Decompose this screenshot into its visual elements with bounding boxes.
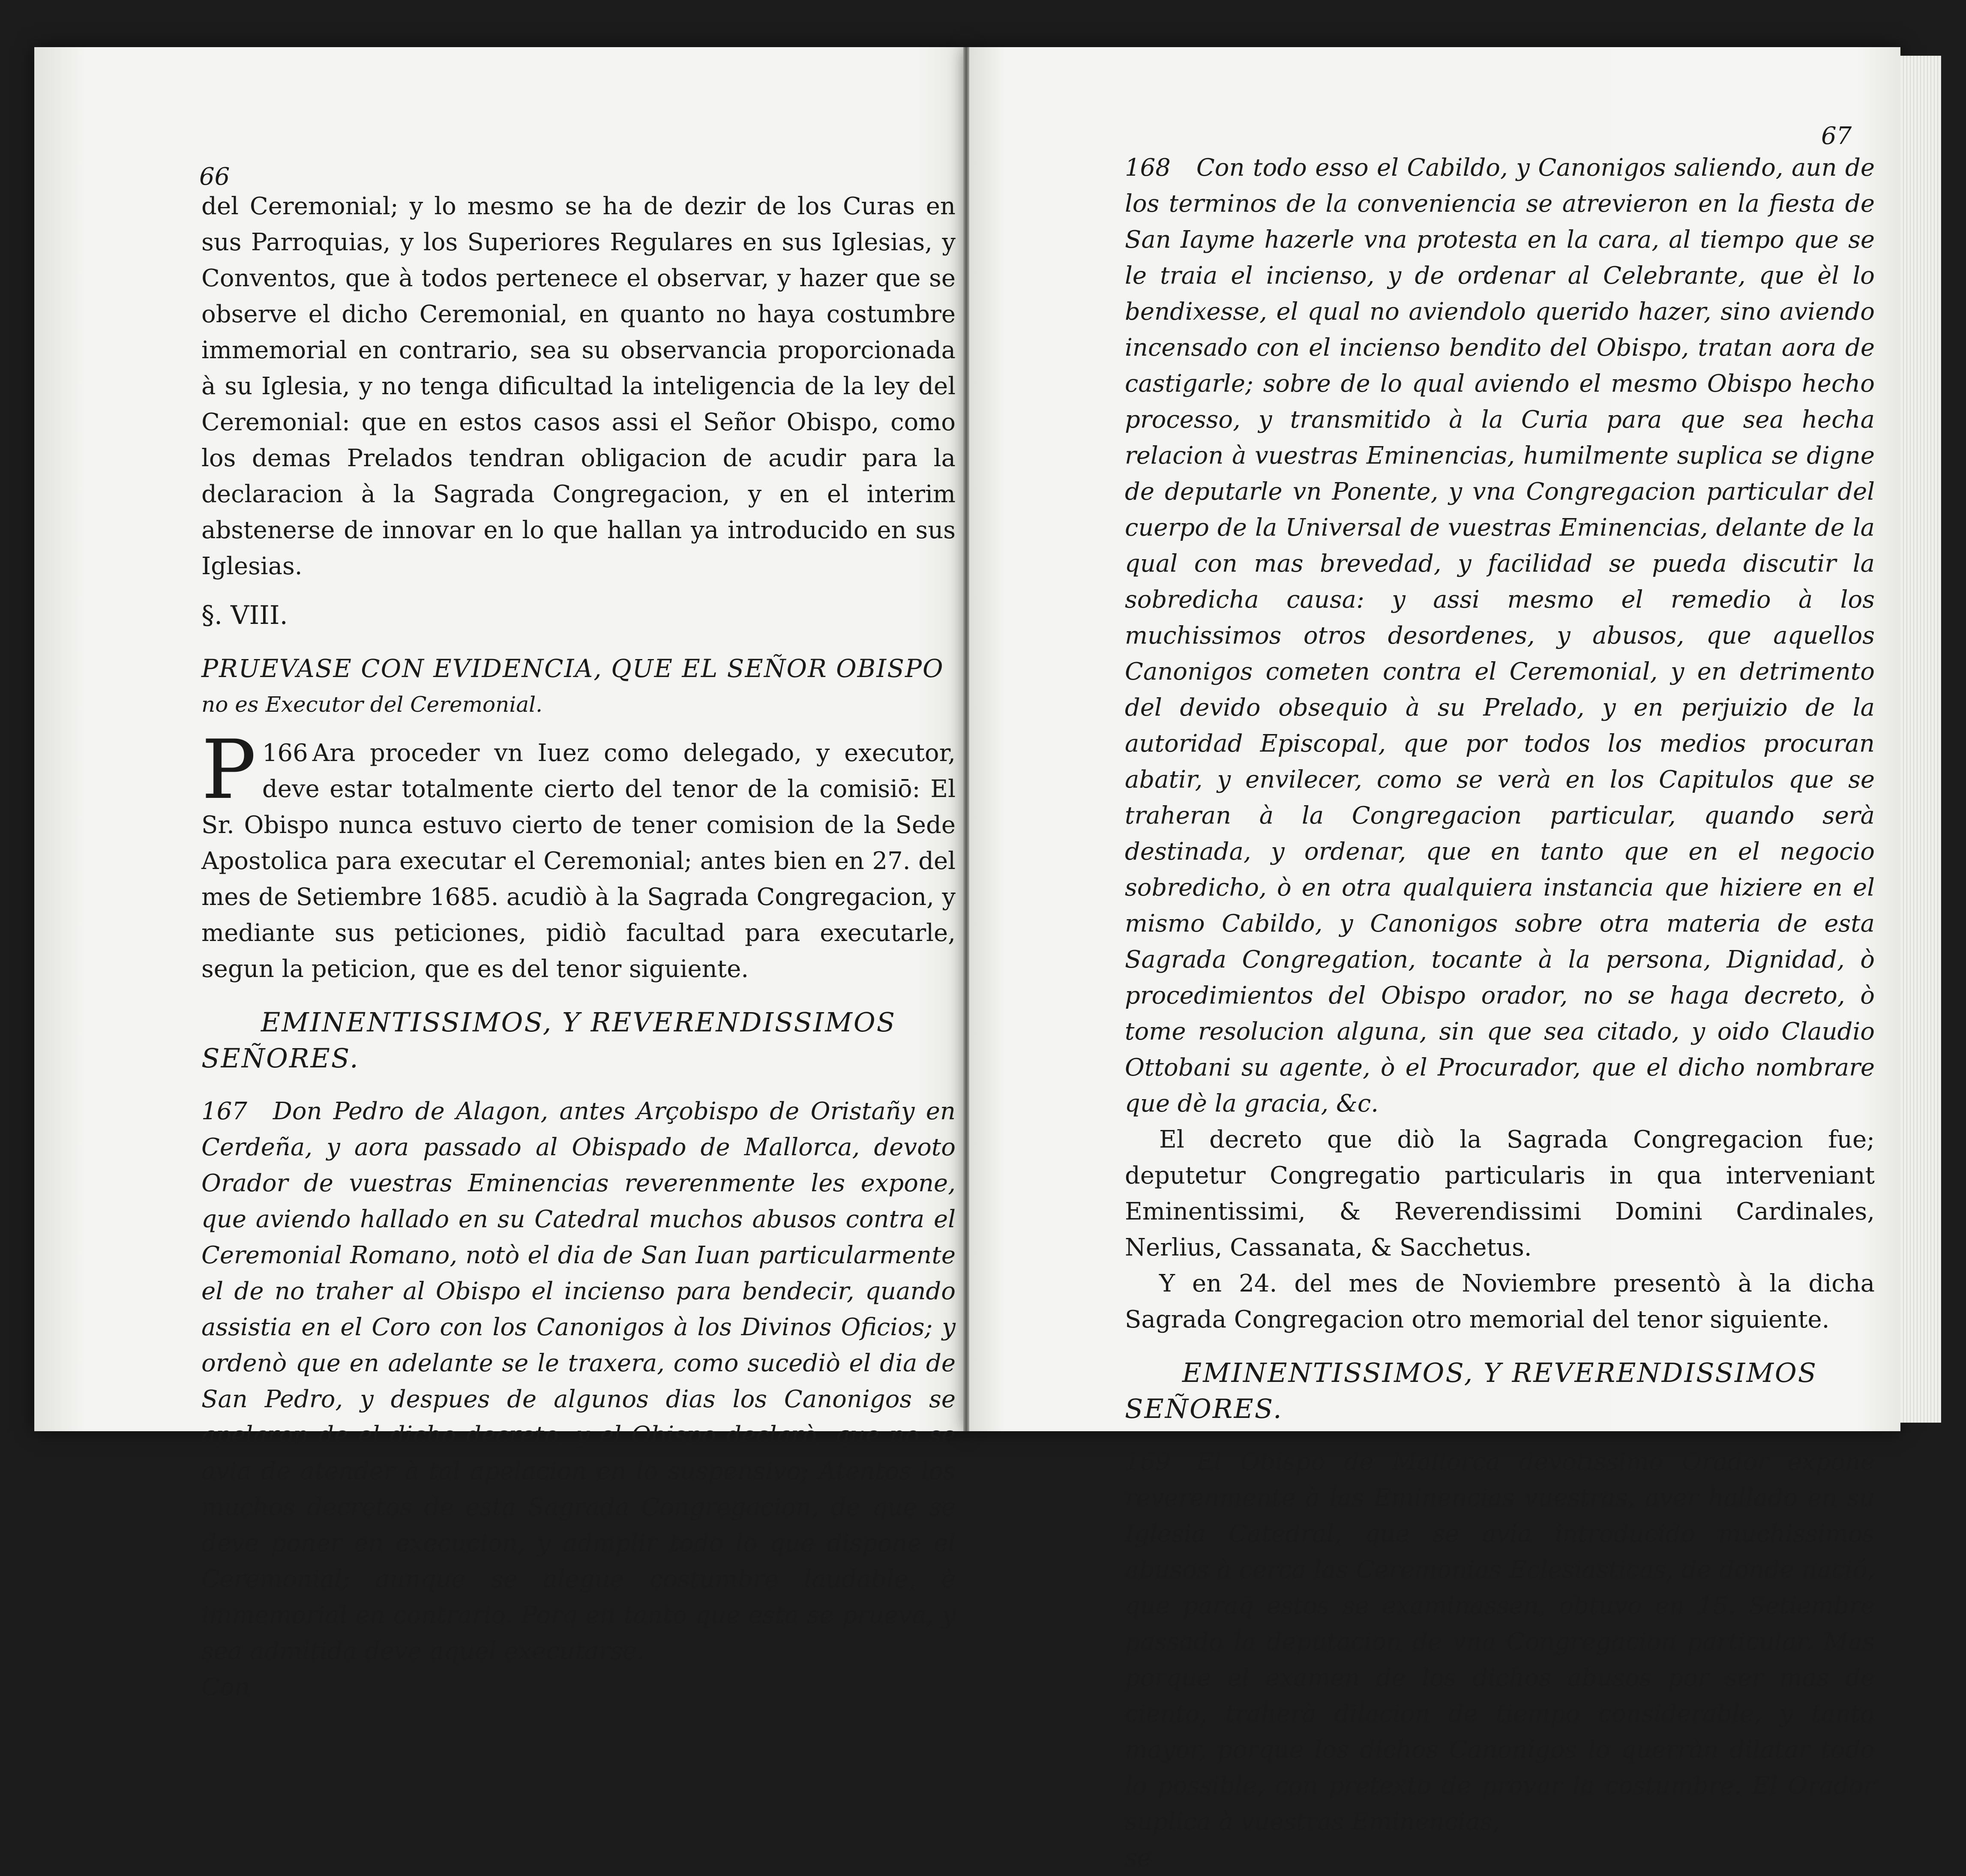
- paragraph-number: 166: [262, 739, 308, 767]
- drop-cap: P: [201, 722, 256, 817]
- paragraph-number: 169: [1125, 1448, 1171, 1476]
- catchword: Con: [201, 1673, 250, 1701]
- right-page: [966, 47, 1900, 1872]
- section-heading: §. VIII.: [201, 600, 288, 630]
- paragraph-continuation: del Ceremonial; y lo mesmo se ha de dezir de los Curas en sus Parroquias, y los Superiores Regulares en sus Iglesias, y Conventos, que à todos pertenece el observar, y hazer que se observe el dicho Ceremonial, en quanto no haya costumbre immemorial en contrario, sea su observancia proporcionada à su Iglesia, y no tenga dificultad la inteligencia de la ley del Ceremonial: que en estos casos assi el Señor Obispo, como los demas Prelados tendran obligacion de acudir para la declaracion à la Sagrada Congregacion, y en el interim abstenerse de innovar en lo que hallan ya introducido en sus Iglesias.: [201, 192, 956, 580]
- chapter-heading: PRUEVASE CON EVIDENCIA, QUE EL SEÑOR OBISPO: [201, 654, 944, 683]
- paragraph-167: [201, 1094, 956, 1669]
- paragraph-168: [1125, 150, 1875, 1122]
- chapter-subheading: no es Executor del Ceremonial.: [201, 692, 543, 717]
- address-heading: EMINENTISSIMOS, Y REVERENDISSIMOS SEÑORES.: [1125, 1357, 1818, 1424]
- paragraph-number: 167: [201, 1097, 247, 1125]
- paragraph-169: [1125, 1444, 1875, 1840]
- november-paragraph: Y en 24. del mes de Noviembre presentò à la dicha Sagrada Congregacion otro memorial del tenor siguiente.: [1125, 1270, 1875, 1334]
- paragraph-text: El Obispo de Mallorca devotissimo Orador expone reverenmente à las Eminencias vuestras, aver hallado en su Iglesia Catedral, que se avia introducido muchissimos abusos à cerca las Ceremonias Eclesiasticas, de donde nació, que paraq̄ estos se examinassen, obtuvo en 15. Setiembre passado la deputacion de vna Congregacion particular. Mas porque el examen de los dichos abusos por ser mas de ciento, traherà dilacion de tiempo considerable, y tanto mayor, porque los dichos Canonigos lo querràn dilatar todo lo possible, con pretexto de provar la costumbre. El Orador suplica à vuestras Eminencias,: [1125, 1448, 1875, 1836]
- left-page-body: [201, 189, 956, 1705]
- left-page: [34, 47, 966, 1701]
- address-heading: EMINENTISSIMOS, Y REVERENDISSIMOS SEÑORES.: [201, 1007, 896, 1074]
- book-gutter: [963, 47, 969, 1431]
- paragraph-number: 168: [1125, 154, 1171, 182]
- paragraph-text: Don Pedro de Alagon, antes Arçobispo de Oristañy en Cerdeña, y aora passado al Obispado de Mallorca, devoto Orador de vuestras Eminencias reverenmente les expone, que aviendo hallado en su Catedral muchos abusos contra el Ceremonial Romano, notò el dia de San Iuan particularmente el de no traher al Obispo el incienso para bendecir, quando assistia en el Coro con los Canonigos à los Divinos Oficios; y ordenò que en adelante se le traxera, como sucediò el dia de San Pedro, y despues de algunos dias los Canonigos se apelaron de el dicho decreto, y el Obispo declarò, que no se avia de atender à tal apelacion en lo suspensivo; Atentos los muchos decretos de esta Sagrada Congregacion, de que se deve poner en execucion, y admplir todo lo que dispone el Ceremonial; aunque se alegue costumbre laudable, è immemorial en contrario. Porq en tanto que esta se prueva, y sea admitida deve aquel executarse.: [201, 1097, 956, 1665]
- paragraph-text: Ara proceder vn Iuez como delegado, y executor, deve estar totalmente cierto del tenor de la comisiō: El Sr. Obispo nunca estuvo cierto de tener comision de la Sede Apostolica para executar el Ceremonial; antes bien en 27. del mes de Setiembre 1685. acudiò à la Sagrada Congregacion, y mediante sus peticiones, pidiò facultad para executarle, segun la peticion, que es del tenor siguiente.: [201, 739, 956, 983]
- open-book: [34, 47, 1941, 1872]
- decree-paragraph: El decreto que diò la Sagrada Congregacion fue; deputetur Congregatio particularis in qua interveniant Eminentissimi, & Reverendissimi Domini Cardinales, Nerlius, Cassanata, & Sacchetus.: [1125, 1126, 1875, 1262]
- right-page-body: [1125, 150, 1875, 1876]
- paragraph-166: [201, 722, 956, 987]
- page-number: 67: [1821, 122, 1852, 150]
- catchword: se: [1125, 1844, 1151, 1872]
- page-number: 66: [199, 163, 230, 191]
- page-edges: [1900, 56, 1941, 1423]
- paragraph-text: Con todo esso el Cabildo, y Canonigos saliendo, aun de los terminos de la conveniencia se atrevieron en la fiesta de San Iayme hazerle vna protesta en la cara, al tiempo que se le traia el incienso, y de ordenar al Celebrante, que èl lo bendixesse, el qual no aviendolo querido hazer, sino aviendo incensado con el incienso bendito del Obispo, tratan aora de castigarle; sobre de lo qual aviendo el mesmo Obispo hecho processo, y transmitido à la Curia para que sea hecha relacion à vuestras Eminencias, humilmente suplica se digne de deputarle vn Ponente, y vna Congregacion particular del cuerpo de la Universal de vuestras Eminencias, delante de la qual con mas brevedad, y facilidad se pueda discutir la sobredicha causa: y assi mesmo el remedio à los muchissimos otros desordenes, y abusos, que aquellos Canonigos cometen contra el Ceremonial, y en detrimento del devido obsequio à su Prelado, y en perjuizio de la autoridad Episcopal, que por todos los medios procuran abatir, y envilecer, como se verà en los Capitulos que se traheran à la Congregacion particular, quando serà destinada, y ordenar, que en tanto que en el negocio sobredicho, ò en otra qualquiera instancia que hiziere en el mismo Cabildo, y Canonigos sobre otra materia de esta Sagrada Congregation, tocante à la persona, Dignidad, ò procedimientos del Obispo orador, no se haga decreto, ò tome resolucion alguna, sin que sea citado, y oido Claudio Ottobani su agente, ò el Procurador, que el dicho nombrare que dè la gracia, &c.: [1125, 154, 1875, 1118]
